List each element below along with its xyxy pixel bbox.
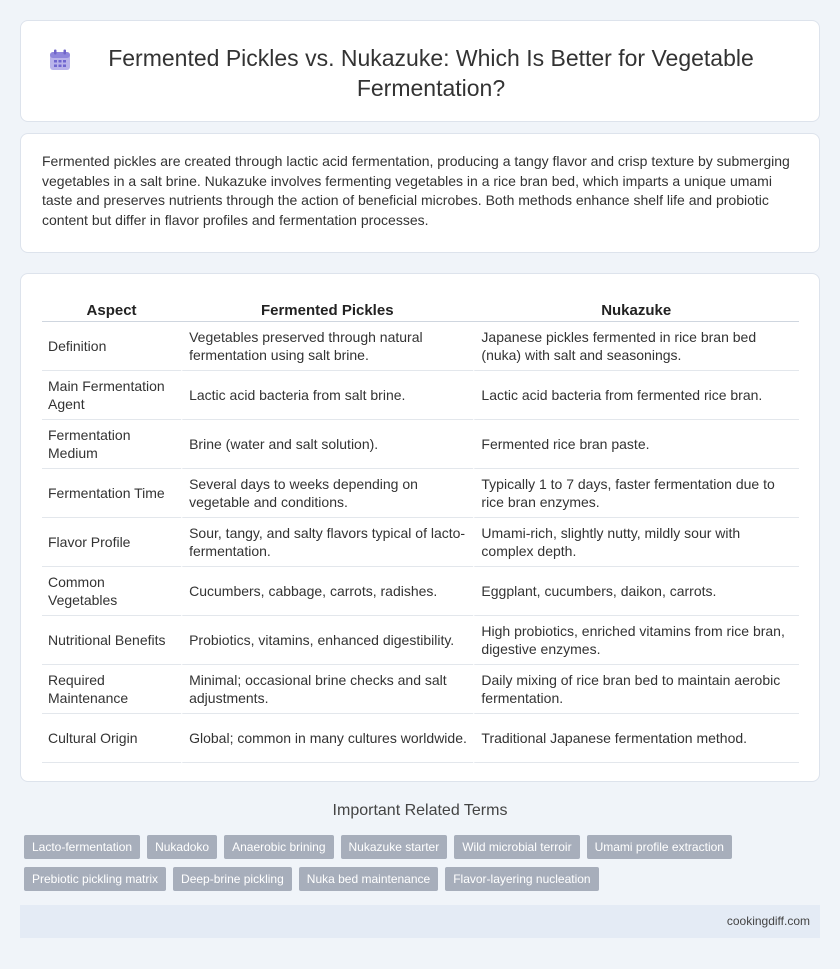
nukazuke-cell: Fermented rice bran paste. <box>473 420 799 469</box>
nukazuke-cell: Japanese pickles fermented in rice bran bed (nuka) with salt and seasonings. <box>473 322 799 371</box>
footer-site[interactable]: cookingdiff.com <box>726 914 810 928</box>
tag-wild-microbial-terroir[interactable]: Wild microbial terroir <box>454 835 579 859</box>
table-row <box>42 665 799 714</box>
aspect-cell: Cultural Origin <box>42 714 181 763</box>
aspect-cell: Fermentation Time <box>42 469 181 518</box>
aspect-cell: Nutritional Benefits <box>42 616 181 665</box>
nukazuke-cell: Eggplant, cucumbers, daikon, carrots. <box>473 567 799 616</box>
intro-paragraph: Fermented pickles are created through lactic acid fermentation, producing a tangy flavor and crisp texture by submerging vegetables in a salt brine. Nukazuke involves fermenting vegetables in a rice bran bed, which imparts a unique umami taste and preserves nutrients through the action of beneficial microbes. Both methods enhance shelf life and probiotic content but differ in flavor profiles and fermentation processes. <box>42 153 790 228</box>
pickles-cell: Probiotics, vitamins, enhanced digestibility. <box>181 616 473 665</box>
aspect-cell: Main Fermentation Agent <box>42 371 181 420</box>
comparison-card <box>20 273 820 782</box>
tag-umami-profile-extraction[interactable]: Umami profile extraction <box>587 835 732 859</box>
header-fermented-pickles: Fermented Pickles <box>181 294 473 322</box>
aspect-cell: Definition <box>42 322 181 371</box>
pickles-cell: Vegetables preserved through natural fermentation using salt brine. <box>181 322 473 371</box>
tag-lacto-fermentation[interactable]: Lacto-fermentation <box>24 835 140 859</box>
tag-deep-brine-pickling[interactable]: Deep-brine pickling <box>173 867 292 891</box>
table-row <box>42 371 799 420</box>
intro-card <box>20 133 820 253</box>
header-aspect: Aspect <box>42 294 181 322</box>
related-terms-title: Important Related Terms <box>332 802 508 819</box>
tag-row <box>24 867 824 899</box>
nukazuke-cell: Umami-rich, slightly nutty, mildly sour with complex depth. <box>473 518 799 567</box>
pickles-cell: Several days to weeks depending on vegetable and conditions. <box>181 469 473 518</box>
table-row <box>42 322 799 371</box>
table-row <box>42 469 799 518</box>
pickles-cell: Minimal; occasional brine checks and salt adjustments. <box>181 665 473 714</box>
pickles-cell: Lactic acid bacteria from salt brine. <box>181 371 473 420</box>
pickles-cell: Sour, tangy, and salty flavors typical of lacto-fermentation. <box>181 518 473 567</box>
footer <box>20 905 820 938</box>
aspect-cell: Common Vegetables <box>42 567 181 616</box>
tag-nuka-bed-maintenance[interactable]: Nuka bed maintenance <box>299 867 438 891</box>
nukazuke-cell: Lactic acid bacteria from fermented rice bran. <box>473 371 799 420</box>
table-header-row <box>42 294 799 322</box>
tag-row <box>24 835 824 867</box>
title-card <box>20 20 820 122</box>
tag-flavor-layering-nucleation[interactable]: Flavor-layering nucleation <box>445 867 598 891</box>
related-terms-list <box>24 835 824 899</box>
nukazuke-cell: Traditional Japanese fermentation method. <box>473 714 799 763</box>
table-row <box>42 567 799 616</box>
nukazuke-cell: Daily mixing of rice bran bed to maintain aerobic fermentation. <box>473 665 799 714</box>
tag-anaerobic-brining[interactable]: Anaerobic brining <box>224 835 333 859</box>
nukazuke-cell: High probiotics, enriched vitamins from rice bran, digestive enzymes. <box>473 616 799 665</box>
header-nukazuke: Nukazuke <box>473 294 799 322</box>
tag-nukazuke-starter[interactable]: Nukazuke starter <box>341 835 448 859</box>
table-row <box>42 714 799 763</box>
aspect-cell: Flavor Profile <box>42 518 181 567</box>
table-row <box>42 616 799 665</box>
aspect-cell: Fermentation Medium <box>42 420 181 469</box>
nukazuke-cell: Typically 1 to 7 days, faster fermentation due to rice bran enzymes. <box>473 469 799 518</box>
table-row <box>42 518 799 567</box>
pickles-cell: Cucumbers, cabbage, carrots, radishes. <box>181 567 473 616</box>
tag-nukadoko[interactable]: Nukadoko <box>147 835 217 859</box>
aspect-cell: Required Maintenance <box>42 665 181 714</box>
pickles-cell: Global; common in many cultures worldwide. <box>181 714 473 763</box>
pickles-cell: Brine (water and salt solution). <box>181 420 473 469</box>
comparison-table <box>42 294 799 763</box>
tag-prebiotic-pickling-matrix[interactable]: Prebiotic pickling matrix <box>24 867 166 891</box>
page-title: Fermented Pickles vs. Nukazuke: Which Is Better for Vegetable Fermentation? <box>108 45 754 101</box>
table-row <box>42 420 799 469</box>
